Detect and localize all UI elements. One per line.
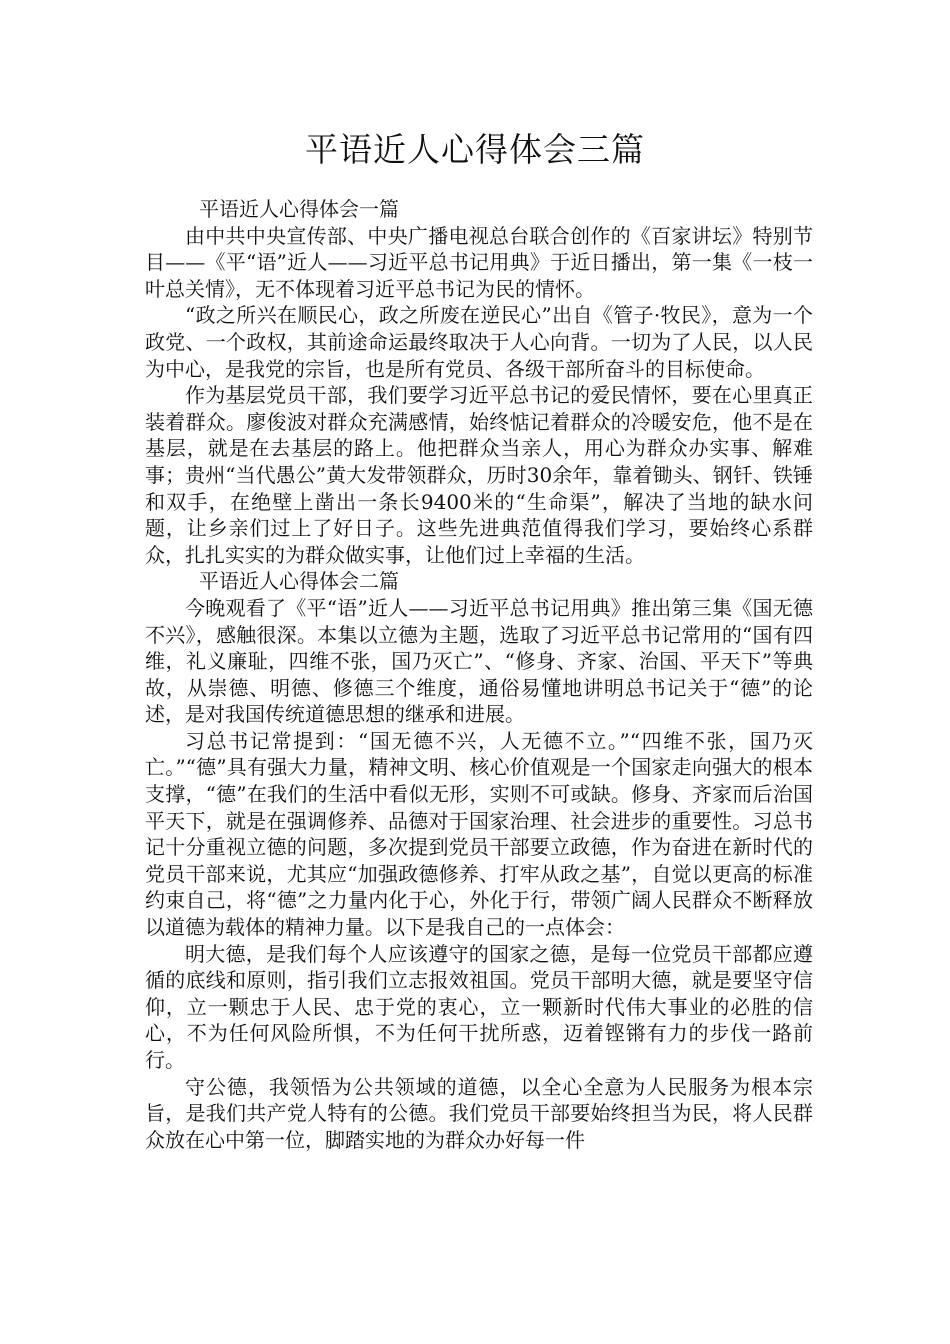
section-heading: 平语近人心得体会二篇	[199, 569, 399, 594]
paragraph: 作为基层党员干部，我们要学习近平总书记的爱民情怀，要在心里真正装着群众。廖俊波对群众充满感情，始终惦记着群众的冷暖安危，他不是在基层，就是在去基层的路上。他把群众当亲人，用心为群众办实事、解难事；贵州“当代愚公”黄大发带领群众，历时30余年，靠着锄头、钢钎、铁锤和双手，在绝壁上凿出一条长9400米的“生命渠”，解决了当地的缺水问题，让乡亲们过上了好日子。这些先进典范值得我们学习，要始终心系群众，扎扎实实的为群众做实事，让他们过上幸福的生活。	[145, 383, 813, 567]
section-heading: 平语近人心得体会一篇	[199, 197, 399, 221]
paragraph: 今晚观看了《平“语”近人——习近平总书记用典》推出第三集《国无德不兴》，感触很深。本集以立德为主题，选取了习近平总书记常用的“国有四维，礼义廉耻，四维不张，国乃灭亡”、“修身、齐家、治国、平天下”等典故，从崇德、明德、修德三个维度，通俗易懂地讲明总书记关于“德”的论述，是对我国传统道德思想的继承和进展。	[145, 595, 813, 727]
document-title: 平语近人心得体会三篇	[305, 130, 645, 169]
paragraph: “政之所兴在顺民心，政之所废在逆民心”出自《管子·牧民》，意为一个政党、一个政权，其前途命运最终取决于人心向背。一切为了人民，以人民为中心，是我党的宗旨，也是所有党员、各级干部所奋斗的目标使命。	[145, 303, 813, 381]
paragraph: 明大德，是我们每个人应该遵守的国家之德，是每一位党员干部都应遵循的底线和原则，指引我们立志报效祖国。党员干部明大德，就是要坚守信仰，立一颗忠于人民、忠于党的衷心，立一颗新时代伟大事业的必胜的信心，不为任何风险所惧，不为任何干扰所惑，迈着铿锵有力的步伐一路前行。	[145, 941, 813, 1072]
paragraph: 习总书记常提到：“国无德不兴，人无德不立。”“四维不张，国乃灭亡。”“德”具有强大力量，精神文明、核心价值观是一个国家走向强大的根本支撑，“德”在我们的生活中看似无形，实则不可或缺。修身、齐家而后治国平天下，就是在强调修养、品德对于国家治理、社会进步的重要性。习总书记十分重视立德的问题，多次提到党员干部要立政德，作为奋进在新时代的党员干部来说，尤其应“加强政德修养、打牢从政之基”，自觉以更高的标准约束自己，将“德”之力量内化于心，外化于行，带领广阔人民群众不断释放以道德为载体的精神力量。以下是我自己的一点体会：	[145, 728, 813, 940]
paragraph: 守公德，我领悟为公共领域的道德，以全心全意为人民服务为根本宗旨，是我们共产党人特有的公德。我们党员干部要始终担当为民，将人民群众放在心中第一位，脚踏实地的为群众办好每一件	[145, 1074, 813, 1152]
paragraph: 由中共中央宣传部、中央广播电视总台联合创作的《百家讲坛》特别节目——《平“语”近人——习近平总书记用典》于近日播出，第一集《一枝一叶总关情》，无不体现着习近平总书记为民的情怀。	[145, 223, 813, 301]
document-body	[145, 196, 813, 1153]
